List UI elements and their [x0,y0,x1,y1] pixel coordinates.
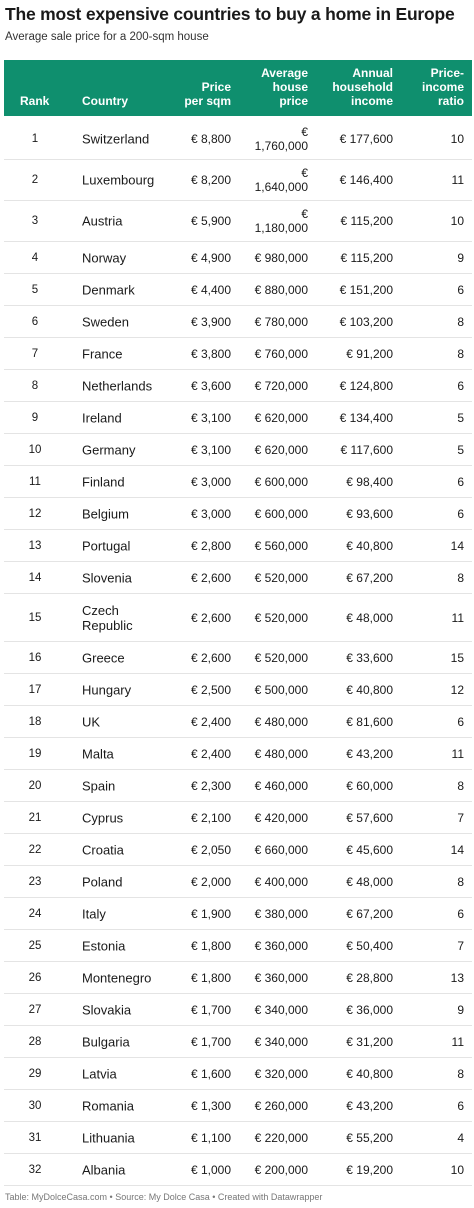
rank-cell: 28 [28,1035,42,1048]
average-price-cell: € 1,180,000 [254,207,308,235]
table-row [4,306,472,338]
table-row [4,370,472,402]
price-income-ratio-cell: 6 [457,378,464,393]
price-income-ratio-cell: 6 [457,906,464,921]
header-average-house-price: Average house price [261,66,308,108]
rank-cell: 12 [28,507,42,520]
rank-cell: 8 [31,379,39,392]
country-cell: Denmark [82,282,135,297]
household-income-cell: € 48,000 [346,610,393,625]
chart-subtitle: Average sale price for a 200-sqm house [5,31,209,43]
average-price-cell: € 760,000 [254,346,308,361]
table-row [4,866,472,898]
rank-cell: 4 [31,251,39,264]
country-cell: Lithuania [82,1130,135,1145]
price-income-ratio-cell: 6 [457,506,464,521]
household-income-cell: € 115,200 [340,250,393,265]
average-price-cell: € 880,000 [254,282,308,297]
average-price-cell: € 520,000 [254,650,308,665]
price-income-ratio-cell: 6 [457,474,464,489]
price-per-sqm-cell: € 2,300 [190,778,231,793]
price-per-sqm-cell: € 3,000 [190,506,231,521]
price-income-ratio-cell: 9 [457,1002,464,1017]
average-price-cell: € 660,000 [254,842,308,857]
rank-cell: 27 [28,1003,42,1016]
table-row [4,1122,472,1154]
country-cell: Switzerland [82,131,150,147]
table-header [4,60,472,116]
household-income-cell: € 43,200 [346,1098,393,1113]
price-income-ratio-cell: 13 [450,970,464,985]
country-cell: Slovenia [82,570,132,585]
price-income-ratio-cell: 14 [450,842,464,857]
household-income-cell: € 115,200 [340,214,393,228]
table-row [4,642,472,674]
rank-cell: 23 [28,875,42,888]
price-per-sqm-cell: € 2,600 [190,610,231,625]
price-income-ratio-cell: 8 [457,346,464,361]
household-income-cell: € 31,200 [346,1034,393,1049]
country-cell: Poland [82,874,123,889]
country-cell: Italy [82,906,106,921]
header-country: Country [82,94,128,108]
household-income-cell: € 19,200 [346,1162,393,1177]
price-per-sqm-cell: € 1,300 [190,1098,231,1113]
country-cell: Greece [82,650,125,665]
price-per-sqm-cell: € 2,600 [190,570,231,585]
price-per-sqm-cell: € 8,800 [190,132,231,146]
price-income-ratio-cell: 9 [457,250,464,265]
average-price-cell: € 600,000 [254,474,308,489]
country-cell: Belgium [82,506,129,521]
average-price-cell: € 340,000 [254,1034,308,1049]
household-income-cell: € 151,200 [339,282,393,297]
rank-cell: 20 [28,779,42,792]
rank-cell: 24 [28,907,42,920]
household-income-cell: € 67,200 [346,570,393,585]
price-income-ratio-cell: 10 [450,132,464,146]
average-price-cell: € 520,000 [254,610,308,625]
average-price-cell: € 220,000 [254,1130,308,1145]
table-row [4,1026,472,1058]
household-income-cell: € 45,600 [346,842,393,857]
price-per-sqm-cell: € 2,400 [190,714,231,729]
price-per-sqm-cell: € 1,100 [190,1130,231,1145]
household-income-cell: € 40,800 [346,682,393,697]
table-row [4,962,472,994]
rank-cell: 26 [28,971,42,984]
price-income-ratio-cell: 4 [457,1130,464,1145]
average-price-cell: € 260,000 [254,1098,308,1113]
table-row [4,402,472,434]
table-row [4,274,472,306]
price-income-ratio-cell: 14 [450,538,464,553]
table-row [4,1090,472,1122]
country-cell: Sweden [82,314,129,329]
table-row [4,530,472,562]
rank-cell: 15 [28,611,42,624]
price-income-ratio-cell: 11 [451,610,464,625]
price-income-ratio-cell: 8 [457,314,464,329]
table-row [4,706,472,738]
table-row [4,994,472,1026]
household-income-cell: € 55,200 [346,1130,393,1145]
price-per-sqm-cell: € 1,800 [190,970,231,985]
table-row [4,466,472,498]
table-row [4,594,472,642]
household-income-cell: € 33,600 [346,650,393,665]
country-cell: Bulgaria [82,1034,130,1049]
country-cell: Spain [82,778,116,793]
table-row [4,674,472,706]
average-price-cell: € 480,000 [254,746,308,761]
price-income-ratio-cell: 7 [457,938,464,953]
household-income-cell: € 124,800 [339,378,393,393]
rank-cell: 21 [28,811,42,824]
household-income-cell: € 146,400 [339,173,393,187]
table-row [4,930,472,962]
average-price-cell: € 620,000 [254,410,308,425]
price-income-ratio-cell: 11 [451,173,464,187]
price-per-sqm-cell: € 3,600 [190,378,231,393]
household-income-cell: € 28,800 [346,970,393,985]
household-income-cell: € 91,200 [346,346,393,361]
country-cell: Montenegro [82,970,152,985]
table-row [4,898,472,930]
rank-cell: 31 [28,1131,42,1144]
table-body [4,119,472,1186]
country-cell: Portugal [82,538,131,553]
household-income-cell: € 40,800 [346,538,393,553]
household-income-cell: € 103,200 [339,314,393,329]
price-per-sqm-cell: € 1,000 [190,1162,231,1177]
average-price-cell: € 200,000 [254,1162,308,1177]
household-income-cell: € 93,600 [346,506,393,521]
country-cell: Romania [82,1098,135,1113]
price-income-ratio-cell: 11 [451,746,464,761]
price-income-ratio-cell: 6 [457,714,464,729]
country-cell: Estonia [82,938,126,953]
table-row [4,802,472,834]
price-per-sqm-cell: € 1,700 [190,1034,231,1049]
country-cell: Ireland [82,410,122,425]
price-income-ratio-cell: 5 [457,410,464,425]
price-per-sqm-cell: € 3,100 [190,442,231,457]
average-price-cell: € 360,000 [254,938,308,953]
price-per-sqm-cell: € 2,800 [190,538,231,553]
table-row [4,498,472,530]
rank-cell: 11 [29,475,41,488]
country-cell: Latvia [82,1066,117,1081]
average-price-cell: € 500,000 [254,682,308,697]
country-cell: Austria [82,213,123,229]
rank-cell: 7 [31,347,39,360]
table-row [4,119,472,160]
average-price-cell: € 400,000 [254,874,308,889]
country-cell: Malta [82,746,114,761]
rank-cell: 30 [28,1099,42,1112]
rank-cell: 16 [28,651,42,664]
average-price-cell: € 340,000 [254,1002,308,1017]
price-income-ratio-cell: 8 [457,1066,464,1081]
price-per-sqm-cell: € 2,500 [190,682,231,697]
country-cell: Luxembourg [82,172,155,188]
country-cell: Germany [82,442,136,457]
average-price-cell: € 720,000 [254,378,308,393]
rank-cell: 22 [28,843,42,856]
household-income-cell: € 50,400 [346,938,393,953]
table-row [4,1058,472,1090]
country-cell: Cyprus [82,810,124,825]
rank-cell: 18 [28,715,42,728]
price-per-sqm-cell: € 3,900 [190,314,231,329]
average-price-cell: € 600,000 [254,506,308,521]
rank-cell: 5 [31,283,39,296]
price-income-ratio-cell: 8 [457,570,464,585]
country-cell: Hungary [82,682,132,697]
table-row [4,738,472,770]
table-row [4,834,472,866]
price-per-sqm-cell: € 8,200 [190,173,231,187]
household-income-cell: € 40,800 [346,1066,393,1081]
household-income-cell: € 98,400 [346,474,393,489]
price-income-ratio-cell: 11 [451,1034,464,1049]
rank-cell: 2 [31,174,39,186]
price-per-sqm-cell: € 1,900 [190,906,231,921]
average-price-cell: € 1,760,000 [254,125,308,153]
header-rank: Rank [20,94,50,108]
household-income-cell: € 57,600 [346,810,393,825]
household-income-cell: € 81,600 [346,714,393,729]
table-row [4,434,472,466]
country-cell: Netherlands [82,378,153,393]
country-cell: UK [82,714,101,729]
average-price-cell: € 360,000 [254,970,308,985]
price-per-sqm-cell: € 3,000 [190,474,231,489]
table-row [4,242,472,274]
rank-cell: 19 [28,747,42,760]
chart-title: The most expensive countries to buy a home in Europe [5,4,455,24]
table-row [4,160,472,201]
table-row [4,201,472,242]
price-per-sqm-cell: € 2,600 [190,650,231,665]
household-income-cell: € 117,600 [340,442,393,457]
price-income-ratio-cell: 5 [457,442,464,457]
rank-cell: 14 [28,571,42,584]
household-income-cell: € 36,000 [346,1002,393,1017]
price-per-sqm-cell: € 2,000 [190,874,231,889]
price-per-sqm-cell: € 3,800 [190,346,231,361]
price-income-ratio-cell: 8 [457,778,464,793]
country-cell: Norway [82,250,127,265]
household-income-cell: € 177,600 [339,132,393,146]
rank-cell: 10 [28,443,42,456]
average-price-cell: € 420,000 [254,810,308,825]
price-per-sqm-cell: € 1,600 [190,1066,231,1081]
price-per-sqm-cell: € 2,050 [190,842,231,857]
rank-cell: 17 [28,683,42,696]
average-price-cell: € 520,000 [254,570,308,585]
average-price-cell: € 560,000 [254,538,308,553]
household-income-cell: € 67,200 [346,906,393,921]
household-income-cell: € 60,000 [346,778,393,793]
header-household-income: Annual household income [332,66,393,108]
table-footer: Table: MyDolceCasa.com • Source: My Dolce Casa • Created with Datawrapper [5,1192,323,1202]
price-per-sqm-cell: € 3,100 [190,410,231,425]
price-per-sqm-cell: € 2,100 [190,810,231,825]
price-income-ratio-cell: 10 [450,214,464,228]
price-per-sqm-cell: € 1,700 [190,1002,231,1017]
country-cell: Slovakia [82,1002,132,1017]
price-income-ratio-cell: 12 [450,682,464,697]
average-price-cell: € 620,000 [254,442,308,457]
header-price-income-ratio: Price- income ratio [421,66,464,108]
household-income-cell: € 43,200 [346,746,393,761]
header-price-per-sqm: Price per sqm [184,80,231,108]
price-per-sqm-cell: € 4,400 [190,282,231,297]
country-cell: Albania [82,1162,126,1177]
rank-cell: 1 [31,133,39,145]
average-price-cell: € 480,000 [254,714,308,729]
average-price-cell: € 1,640,000 [254,166,308,194]
average-price-cell: € 980,000 [254,250,308,265]
country-cell: Croatia [82,842,124,857]
household-income-cell: € 134,400 [339,410,393,425]
table-row [4,562,472,594]
price-per-sqm-cell: € 2,400 [190,746,231,761]
household-income-cell: € 48,000 [346,874,393,889]
country-cell: Czech Republic [82,602,133,633]
country-cell: Finland [82,474,125,489]
rank-cell: 29 [28,1067,42,1080]
average-price-cell: € 780,000 [254,314,308,329]
table-row [4,1154,472,1186]
table-row [4,338,472,370]
rank-cell: 6 [31,315,39,328]
table-row [4,770,472,802]
rank-cell: 9 [31,411,39,424]
average-price-cell: € 380,000 [254,906,308,921]
rank-cell: 32 [28,1163,42,1176]
price-per-sqm-cell: € 1,800 [190,938,231,953]
price-income-ratio-cell: 7 [457,810,464,825]
price-income-ratio-cell: 10 [450,1162,464,1177]
average-price-cell: € 460,000 [254,778,308,793]
rank-cell: 3 [31,215,39,227]
country-cell: France [82,346,123,361]
rank-cell: 25 [28,939,42,952]
price-income-ratio-cell: 15 [450,650,464,665]
price-per-sqm-cell: € 4,900 [190,250,231,265]
price-income-ratio-cell: 6 [457,282,464,297]
rank-cell: 13 [28,539,42,552]
average-price-cell: € 320,000 [254,1066,308,1081]
price-income-ratio-cell: 6 [457,1098,464,1113]
price-income-ratio-cell: 8 [457,874,464,889]
price-per-sqm-cell: € 5,900 [190,214,231,228]
